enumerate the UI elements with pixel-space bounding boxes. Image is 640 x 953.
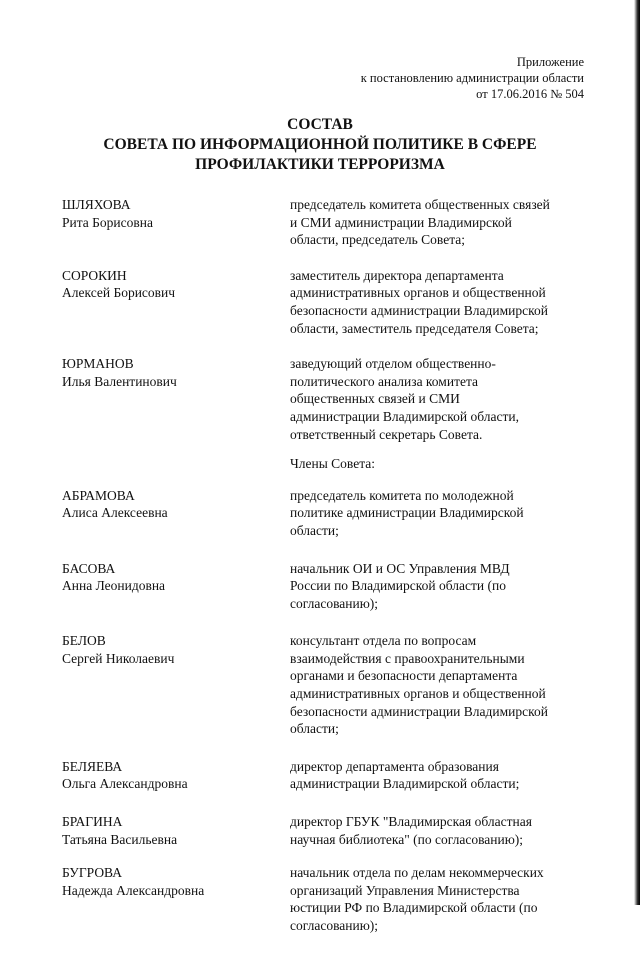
member-name <box>62 487 290 540</box>
position-line: области, председатель Совета; <box>290 232 466 248</box>
member-row <box>62 196 590 249</box>
position-line: организаций Управления Министерства <box>290 882 520 898</box>
member-surname: БАСОВА <box>62 560 116 576</box>
position-line: юстиции РФ по Владимирской области (по <box>290 900 538 916</box>
position-line: безопасности администрации Владимирской <box>290 302 548 318</box>
position-line: администрации Владимирской области; <box>290 776 520 792</box>
member-position <box>290 487 590 540</box>
position-line: органами и безопасности департамента <box>290 668 518 684</box>
member-name <box>62 758 290 793</box>
member-row <box>62 267 590 337</box>
position-line: административных органов и общественной <box>290 285 546 301</box>
member-given-name: Ольга Александровна <box>62 776 188 792</box>
position-line: административных органов и общественной <box>290 686 546 702</box>
position-line: согласованию); <box>290 595 379 611</box>
position-line: согласованию); <box>290 918 379 933</box>
position-line: России по Владимирской области (по <box>290 578 506 594</box>
member-surname: ШЛЯХОВА <box>62 197 131 212</box>
document-title <box>0 115 640 175</box>
member-name <box>62 196 290 249</box>
member-surname: ЮРМАНОВ <box>62 356 134 372</box>
member-name <box>62 813 290 848</box>
member-given-name: Алексей Борисович <box>62 285 176 301</box>
member-given-name: Алиса Алексеевна <box>62 505 168 521</box>
member-position <box>290 267 590 337</box>
appendix-note <box>361 54 584 102</box>
member-given-name: Надежда Александровна <box>62 882 205 898</box>
members-heading-spacer <box>62 455 290 473</box>
position-line: заведующий отделом общественно- <box>290 356 496 372</box>
member-given-name: Татьяна Васильевна <box>62 831 178 847</box>
position-line: политике администрации Владимирской <box>290 505 524 521</box>
title-line: СОВЕТА ПО ИНФОРМАЦИОННОЙ ПОЛИТИКЕ В СФЕРЕ <box>103 136 537 153</box>
member-given-name: Илья Валентинович <box>62 373 177 389</box>
appendix-line: Приложение <box>516 55 584 69</box>
member-surname: БРАГИНА <box>62 814 123 830</box>
position-line: безопасности администрации Владимирской <box>290 703 548 719</box>
members-heading <box>62 455 590 473</box>
member-surname: БЕЛЯЕВА <box>62 758 123 774</box>
position-line: области, заместитель председателя Совета; <box>290 320 539 336</box>
member-given-name: Рита Борисовна <box>62 214 153 230</box>
member-surname: СОРОКИН <box>62 267 127 283</box>
position-line: заместитель директора департамента <box>290 267 504 283</box>
member-surname: БУГРОВА <box>62 865 122 881</box>
member-row <box>62 758 590 793</box>
member-row <box>62 864 590 934</box>
member-position <box>290 196 590 249</box>
members-heading-text: Члены Совета: <box>290 456 376 472</box>
member-row <box>62 560 590 613</box>
position-line: и СМИ администрации Владимирской <box>290 214 512 230</box>
position-line: области; <box>290 721 339 737</box>
member-position <box>290 864 590 934</box>
position-line: директор ГБУК "Владимирская областная <box>290 814 532 830</box>
member-row <box>62 487 590 540</box>
position-line: начальник ОИ и ОС Управления МВД <box>290 560 510 576</box>
member-surname: БЕЛОВ <box>62 633 106 649</box>
title-line: СОСТАВ <box>287 116 353 133</box>
member-position <box>290 560 590 613</box>
position-line: консультант отдела по вопросам <box>290 633 477 649</box>
member-row <box>62 813 590 848</box>
member-name <box>62 632 290 738</box>
member-position <box>290 813 590 848</box>
member-surname: АБРАМОВА <box>62 487 135 503</box>
member-position <box>290 632 590 738</box>
position-line: администрации Владимирской области, <box>290 408 519 424</box>
member-name <box>62 864 290 934</box>
position-line: политического анализа комитета <box>290 373 479 389</box>
position-line: председатель комитета общественных связей <box>290 197 550 212</box>
position-line: взаимодействия с правоохранительными <box>290 650 525 666</box>
position-line: начальник отдела по делам некоммерческих <box>290 865 544 881</box>
position-line: ответственный секретарь Совета. <box>290 426 483 442</box>
position-line: научная библиотека" (по согласованию); <box>290 831 524 847</box>
member-name <box>62 560 290 613</box>
member-row <box>62 355 590 443</box>
member-name <box>62 267 290 337</box>
title-line: ПРОФИЛАКТИКИ ТЕРРОРИЗМА <box>195 156 445 173</box>
appendix-line: от 17.06.2016 № 504 <box>476 87 584 101</box>
member-given-name: Сергей Николаевич <box>62 650 175 666</box>
position-line: области; <box>290 522 339 538</box>
appendix-line: к постановлению администрации области <box>360 71 584 85</box>
position-line: директор департамента образования <box>290 758 499 774</box>
position-line: председатель комитета по молодежной <box>290 487 514 503</box>
member-position <box>290 355 590 443</box>
member-row <box>62 632 590 738</box>
member-name <box>62 355 290 443</box>
council-composition <box>62 196 590 953</box>
position-line: общественных связей и СМИ <box>290 391 460 407</box>
member-position <box>290 758 590 793</box>
member-given-name: Анна Леонидовна <box>62 578 166 594</box>
